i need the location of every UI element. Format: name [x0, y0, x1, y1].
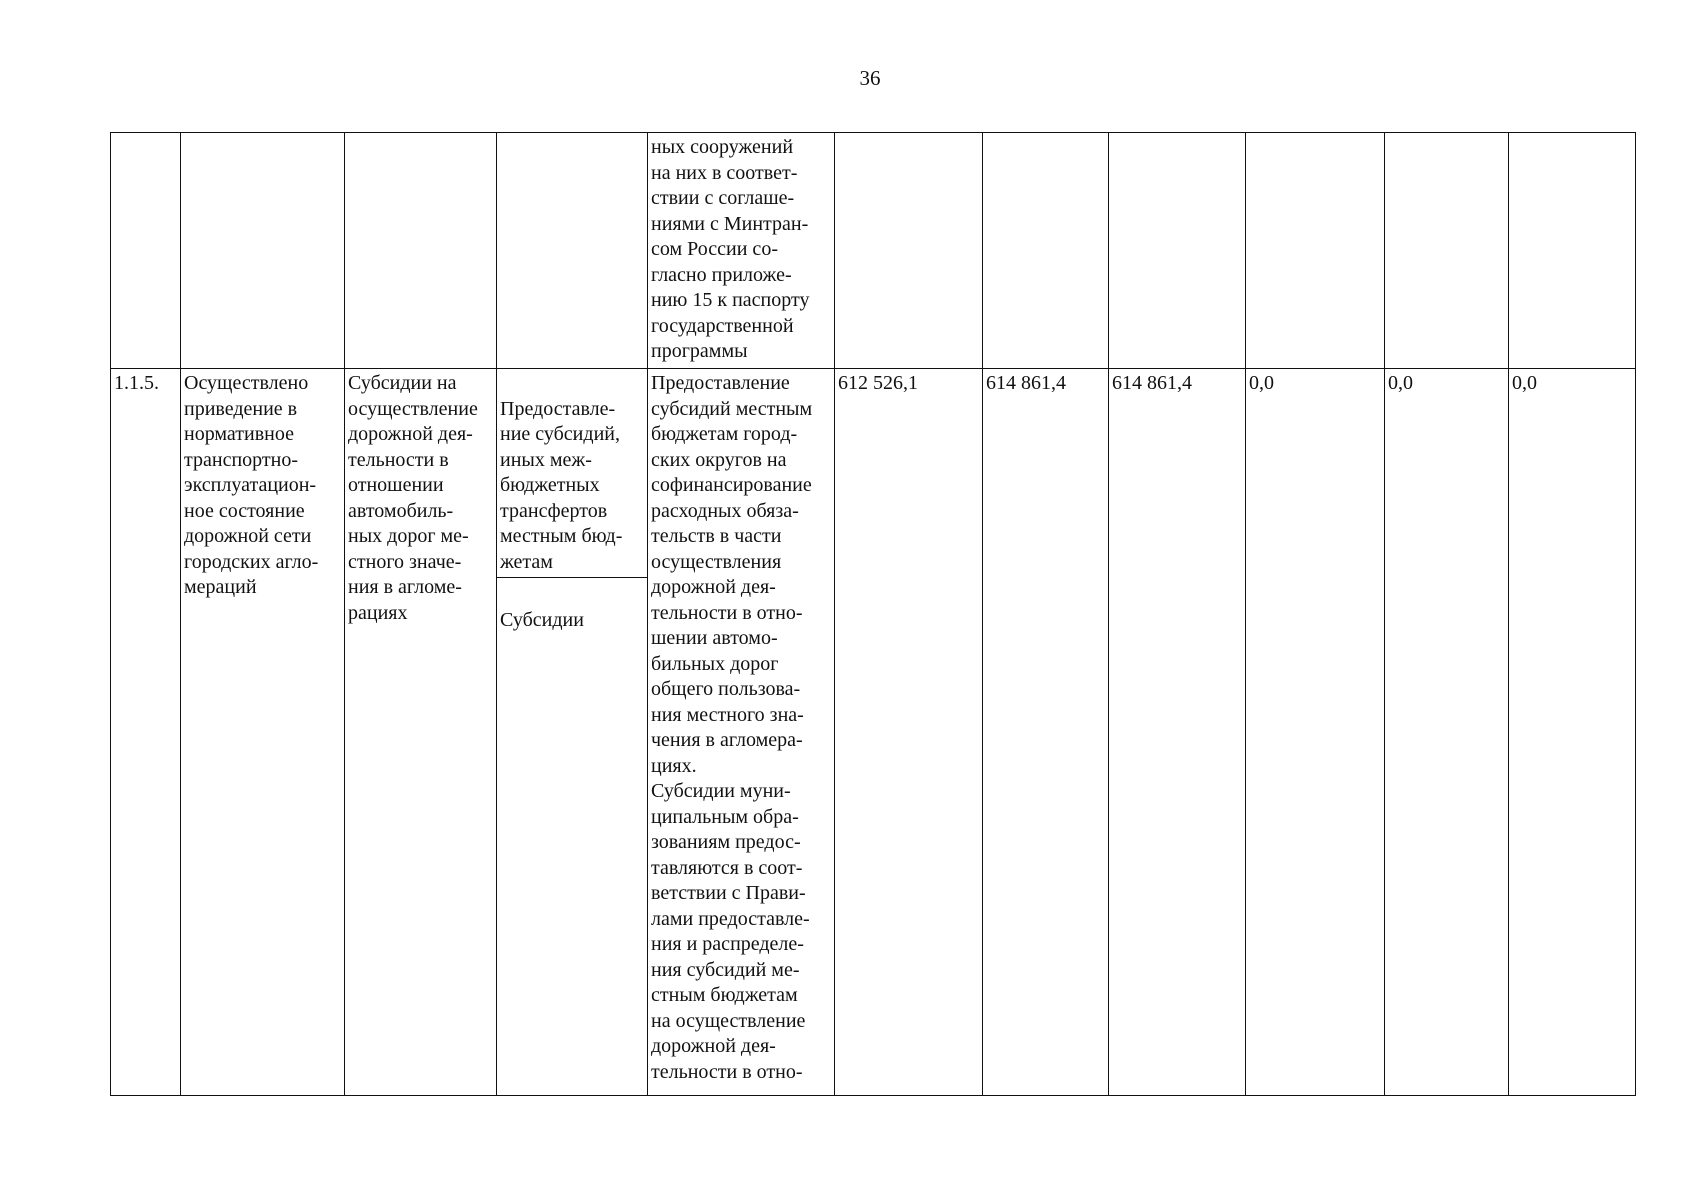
page-number: 36: [859, 66, 881, 90]
cell-value-1: 612 526,1: [835, 369, 983, 1096]
cell-name: Субсидии на осуществление дорожной дея- тельности в отношении автомобиль- ных дорог ме- стного значе- ния в агломе- рациях: [345, 369, 497, 1096]
cell-value-3: 614 861,4: [1109, 369, 1246, 1096]
cell-empty: [497, 133, 648, 369]
cell-empty: [345, 133, 497, 369]
cell-empty: [181, 133, 345, 369]
cell-empty: [983, 133, 1109, 369]
budget-table: [110, 132, 1636, 1096]
cell-empty: [111, 133, 181, 369]
cell-value-6: 0,0: [1509, 369, 1636, 1096]
cell-value-2: 614 861,4: [983, 369, 1109, 1096]
cell-empty: [1509, 133, 1636, 369]
table-row-1-1-5: [111, 369, 1636, 1096]
cell-row-number: 1.1.5.: [111, 369, 181, 1096]
cell-empty: [1385, 133, 1509, 369]
cell-result: Осуществлено приведение в нормативное транспортно- эксплуатацион- ное состояние дорожной сети городских агло- мераций: [181, 369, 345, 1096]
cell-type: [497, 369, 648, 1096]
cell-empty: [1246, 133, 1385, 369]
cell-description: Предоставление субсидий местным бюджетам город- ских округов на софинансирование расходных обяза- тельств в части осуществления дорожной дея- тельности в отно- шении автомо- бильных дорог общего пользова- ния местного зна- чения в агломера- циях. Субсидии муни- ципальным обра- зованиям предос- тавляются в соот- ветствии с Прави- лами предоставле- ния и распределе- ния субсидий ме- стным бюджетам на осуществление дорожной дея- тельности в отно-: [648, 369, 835, 1096]
cell-description-continuation: ных сооружений на них в соответ- ствии с соглаше- ниями с Минтран- сом России со- гласно приложе- нию 15 к паспорту государственной программы: [648, 133, 835, 369]
cell-empty: [835, 133, 983, 369]
table-row-continuation: [111, 133, 1636, 369]
cell-type-bottom: Субсидии: [500, 608, 584, 631]
cell-empty: [1109, 133, 1246, 369]
cell-value-4: 0,0: [1246, 369, 1385, 1096]
cell-type-top: Предоставле- ние субсидий, иных меж- бюджетных трансфертов местным бюд- жетам: [497, 395, 647, 579]
cell-value-5: 0,0: [1385, 369, 1509, 1096]
